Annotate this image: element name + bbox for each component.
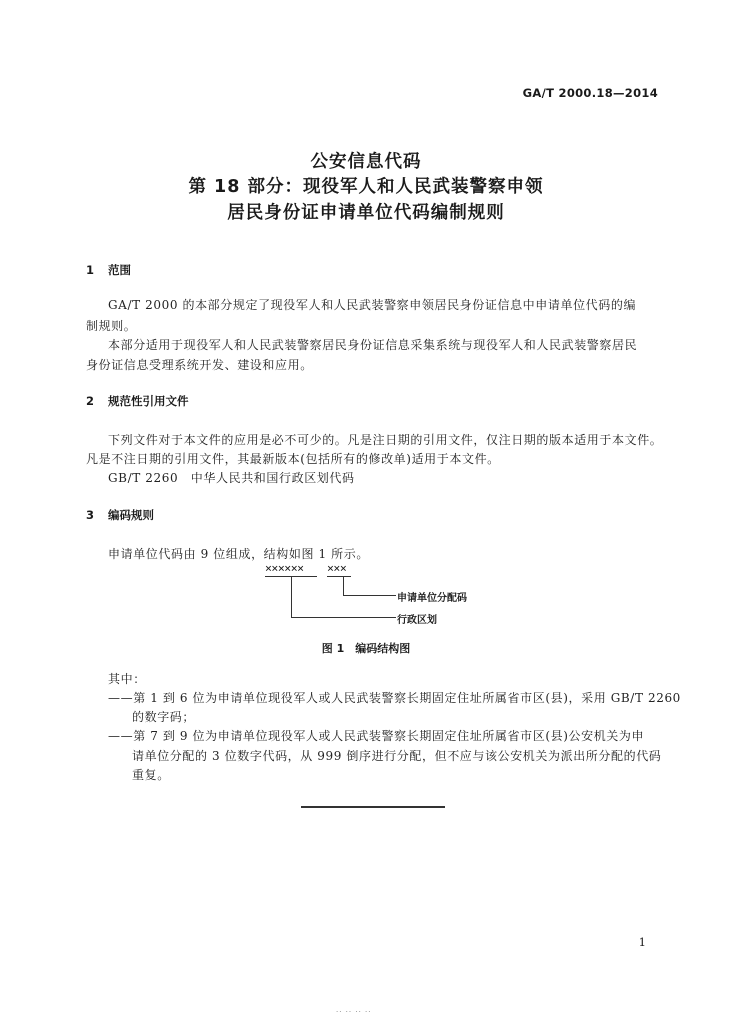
section-1-title: 范围 — [108, 263, 131, 277]
item-2-line-1: ——第 7 到 9 位为申请单位现役军人或人民武装警察长期固定住址所属省市区(县)公安机关为申 — [108, 729, 645, 743]
section-3-title: 编码规则 — [108, 508, 154, 522]
section-1-para-2-line-1: 本部分适用于现役军人和人民武装警察居民身份证信息采集系统与现役军人和人民武装警察居民 — [108, 338, 638, 352]
label-unit-code: 申请单位分配码 — [397, 593, 467, 604]
label-region-code: 行政区划 — [397, 615, 437, 626]
section-2-title: 规范性引用文件 — [108, 394, 189, 408]
section-1-heading — [86, 262, 131, 278]
section-2-para-line-2: 凡是不注日期的引用文件，其最新版本(包括所有的修改单)适用于本文件。 — [86, 452, 500, 466]
where-label: 其中： — [108, 672, 146, 686]
section-3-intro: 申请单位代码由 9 位组成，结构如图 1 所示。 — [108, 547, 369, 561]
code-part-region: ×××××× — [265, 561, 304, 575]
item-2-line-3: 重复。 — [132, 768, 170, 782]
page-number: 1 — [638, 935, 646, 949]
section-2-number: 2 — [86, 394, 95, 408]
section-2-heading — [86, 393, 189, 409]
section-1-para-1-line-1: GA/T 2000 的本部分规定了现役军人和人民武装警察申领居民身份证信息中申请单位代码的编 — [108, 298, 637, 312]
connector-unit-horizontal — [343, 595, 396, 596]
end-rule — [301, 806, 445, 808]
section-1-number: 1 — [86, 263, 95, 277]
item-1-line-1: ——第 1 到 6 位为申请单位现役军人或人民武装警察长期固定住址所属省市区(县)，采用 GB/T 2260 — [108, 691, 681, 705]
connector-unit-vertical — [343, 577, 344, 596]
title-line-3: 居民身份证申请单位代码编制规则 — [227, 203, 505, 223]
section-1-para-2-line-2: 身份证信息受理系统开发、建设和应用。 — [86, 358, 313, 372]
figure-caption: 图 1 编码结构图 — [321, 642, 411, 655]
underline-unit — [327, 576, 351, 577]
item-1-line-2: 的数字码； — [132, 710, 196, 724]
standard-code: GA/T 2000.18—2014 — [522, 86, 658, 100]
section-3-number: 3 — [86, 508, 95, 522]
reference-gb-t-2260: GB/T 2260 中华人民共和国行政区划代码 — [108, 471, 355, 485]
connector-region-vertical — [291, 577, 292, 618]
connector-region-horizontal — [291, 617, 396, 618]
section-2-para-line-1: 下列文件对于本文件的应用是必不可少的。凡是注日期的引用文件，仅注日期的版本适用于本文件。 — [108, 433, 663, 447]
item-2-line-2: 请单位分配的 3 位数字代码，从 999 倒序进行分配，但不应与该公安机关为派出所分配的代码 — [132, 749, 662, 763]
code-part-unit: ××× — [327, 561, 347, 575]
section-1-para-1-line-2: 制规则。 — [86, 319, 137, 333]
title-line-2: 第 18 部分：现役军人和人民武装警察申领 — [188, 177, 544, 197]
title-line-1: 公安信息代码 — [310, 152, 422, 172]
section-3-heading — [86, 507, 154, 523]
footer-mark: ·· ·· ·· ·· — [336, 1008, 372, 1016]
